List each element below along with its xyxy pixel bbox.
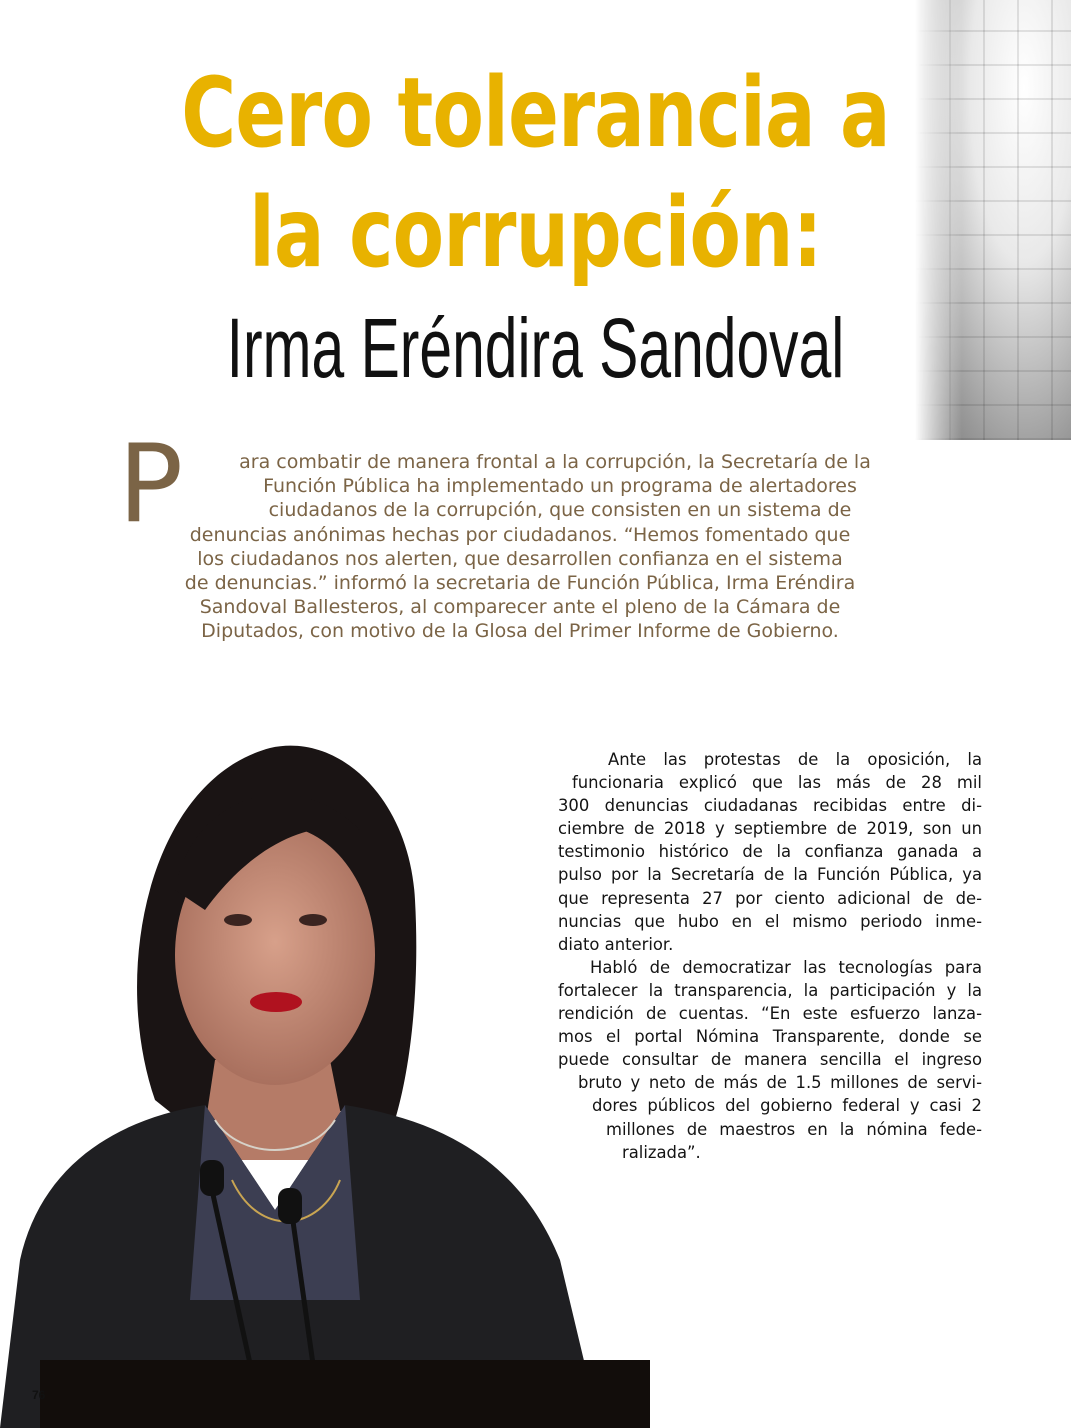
body-line: pulso por la Secretaría de la Función Pública, ya (558, 865, 982, 885)
body-line: que representa 27 por ciento adicional de de- (558, 888, 982, 908)
lead-line: Sandoval Ballesteros, al comparecer ante el pleno de la Cámara de (199, 596, 841, 619)
lead-paragraph (110, 450, 930, 644)
body-line: fortalecer la transparencia, la participación y la (558, 980, 982, 1000)
body-line: rendición de cuentas. “En este esfuerzo lanza- (558, 1004, 982, 1024)
body-line: dores públicos del gobierno federal y casi 2 (592, 1096, 982, 1116)
title-line-1: Cero tolerancia a (181, 57, 890, 169)
body-line: ciembre de 2018 y septiembre de 2019, son un (558, 819, 982, 839)
lead-line: ara combatir de manera frontal a la corrupción, la Secretaría de la (239, 451, 871, 473)
lead-line: los ciudadanos nos alerten, que desarrollen confianza en el sistema (197, 547, 843, 570)
lead-line: ciudadanos de la corrupción, que consisten en un sistema de (268, 499, 852, 522)
page-number: 76 (32, 1388, 46, 1402)
body-column (520, 748, 982, 1164)
body-line: ralizada”. (622, 1142, 701, 1162)
body-line: bruto y neto de más de 1.5 millones de servi- (578, 1073, 982, 1093)
lead-line: denuncias anónimas hechas por ciudadanos. “Hemos fomentado que (189, 523, 851, 546)
lead-line: de denuncias.” informó la secretaria de Función Pública, Irma Eréndira (184, 572, 856, 595)
body-line: puede consultar de manera sencilla el ingreso (558, 1050, 982, 1070)
body-line: funcionaria explicó que las más de 28 mil (572, 773, 982, 793)
body-line: diato anterior. (558, 934, 674, 954)
lead-line: Función Pública ha implementado un programa de alertadores (263, 475, 857, 498)
drop-cap: P (118, 422, 184, 547)
body-line: nuncias que hubo en el mismo periodo inme- (558, 911, 982, 931)
lead-line: Diputados, con motivo de la Glosa del Primer Informe de Gobierno. (201, 620, 839, 643)
body-line: Ante las protestas de la oposición, la (608, 750, 982, 769)
body-line: millones de maestros en la nómina fede- (606, 1119, 982, 1139)
body-line: 300 denuncias ciudadanas recibidas entre di- (558, 796, 982, 816)
title-line-2: la corrupción: (249, 177, 822, 289)
subtitle: Irma Eréndira Sandoval (226, 301, 845, 395)
body-line: Habló de democratizar las tecnologías para (590, 957, 982, 977)
body-line: mos el portal Nómina Transparente, donde se (558, 1027, 982, 1047)
body-line: testimonio histórico de la confianza ganada a (558, 842, 982, 862)
